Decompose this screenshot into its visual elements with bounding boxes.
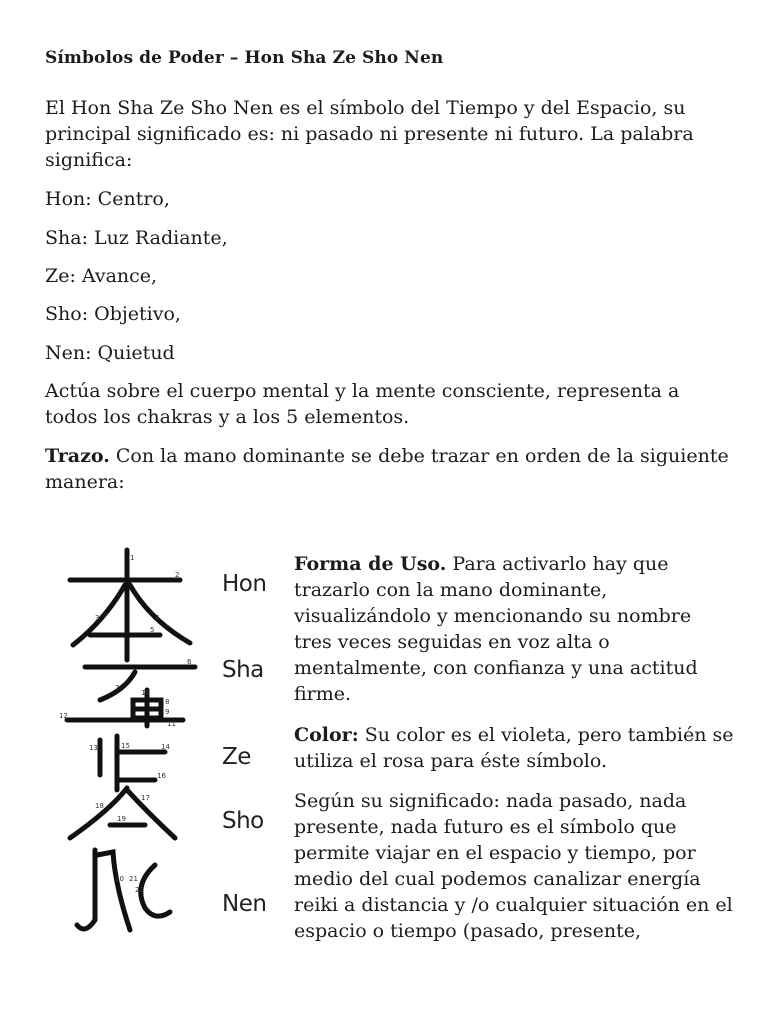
svg-text:5: 5 xyxy=(150,626,155,634)
trazo-text: Con la mano dominante se debe trazar en orden de la siguiente manera: xyxy=(45,445,729,493)
svg-text:14: 14 xyxy=(161,743,170,751)
term-hon: Hon: Centro, xyxy=(45,188,170,210)
term-sha: Sha: Luz Radiante, xyxy=(45,227,228,249)
svg-text:12: 12 xyxy=(59,712,68,720)
svg-text:6: 6 xyxy=(187,658,192,666)
svg-text:10: 10 xyxy=(141,689,150,697)
svg-text:9: 9 xyxy=(165,708,170,716)
svg-text:13: 13 xyxy=(89,744,98,752)
svg-text:19: 19 xyxy=(117,815,126,823)
svg-text:11: 11 xyxy=(167,720,176,728)
symbol-label-hon: Hon xyxy=(222,571,267,597)
color-label: Color: xyxy=(294,724,359,746)
svg-text:22: 22 xyxy=(135,886,144,894)
forma-de-uso-text: Para activarlo hay que trazarlo con la mano dominante, visualizándolo y mencionando su nombre tres veces seguidas en voz alta o mentalmente, con confianza y una actitud firme. xyxy=(294,553,698,705)
term-sho: Sho: Objetivo, xyxy=(45,303,181,325)
svg-text:21: 21 xyxy=(129,875,138,883)
meaning-paragraph: Según su significado: nada pasado, nada presente, nada futuro es el símbolo que permite viajar en el espacio y tiempo, por medio del cual podemos canalizar energía reiki a distancia y /o cualquier situación en el espacio o tiempo (pasado, presente, xyxy=(294,790,733,942)
term-nen: Nen: Quietud xyxy=(45,342,175,364)
svg-text:20: 20 xyxy=(115,875,124,883)
symbol-label-sho: Sho xyxy=(222,808,264,834)
symbol-label-ze: Ze xyxy=(222,744,251,770)
color-paragraph xyxy=(294,722,734,774)
term-ze: Ze: Avance, xyxy=(45,265,158,287)
svg-text:3: 3 xyxy=(95,614,100,622)
trazo-label: Trazo. xyxy=(45,445,110,467)
forma-de-uso-paragraph xyxy=(294,551,734,707)
intro-paragraph: El Hon Sha Ze Sho Nen es el símbolo del Tiempo y del Espacio, su principal significado es: ni pasado ni presente ni futuro. La palabra significa: xyxy=(45,97,694,171)
svg-text:18: 18 xyxy=(95,802,104,810)
svg-text:7: 7 xyxy=(115,684,120,692)
svg-text:2: 2 xyxy=(175,571,180,579)
document-title: Símbolos de Poder – Hon Sha Ze Sho Nen xyxy=(45,48,444,68)
color-text: Su color es el violeta, pero también se utiliza el rosa para éste símbolo. xyxy=(294,724,734,772)
svg-text:15: 15 xyxy=(121,742,130,750)
symbol-label-sha: Sha xyxy=(222,657,264,683)
svg-text:17: 17 xyxy=(141,794,150,802)
trazo-paragraph xyxy=(45,443,735,495)
symbol-label-nen: Nen xyxy=(222,891,267,917)
svg-text:8: 8 xyxy=(165,698,170,706)
forma-de-uso-label: Forma de Uso. xyxy=(294,553,447,575)
action-paragraph: Actúa sobre el cuerpo mental y la mente consciente, representa a todos los chakras y a los 5 elementos. xyxy=(45,380,680,428)
svg-text:1: 1 xyxy=(130,554,135,562)
svg-text:4: 4 xyxy=(155,614,160,622)
svg-text:16: 16 xyxy=(157,772,166,780)
